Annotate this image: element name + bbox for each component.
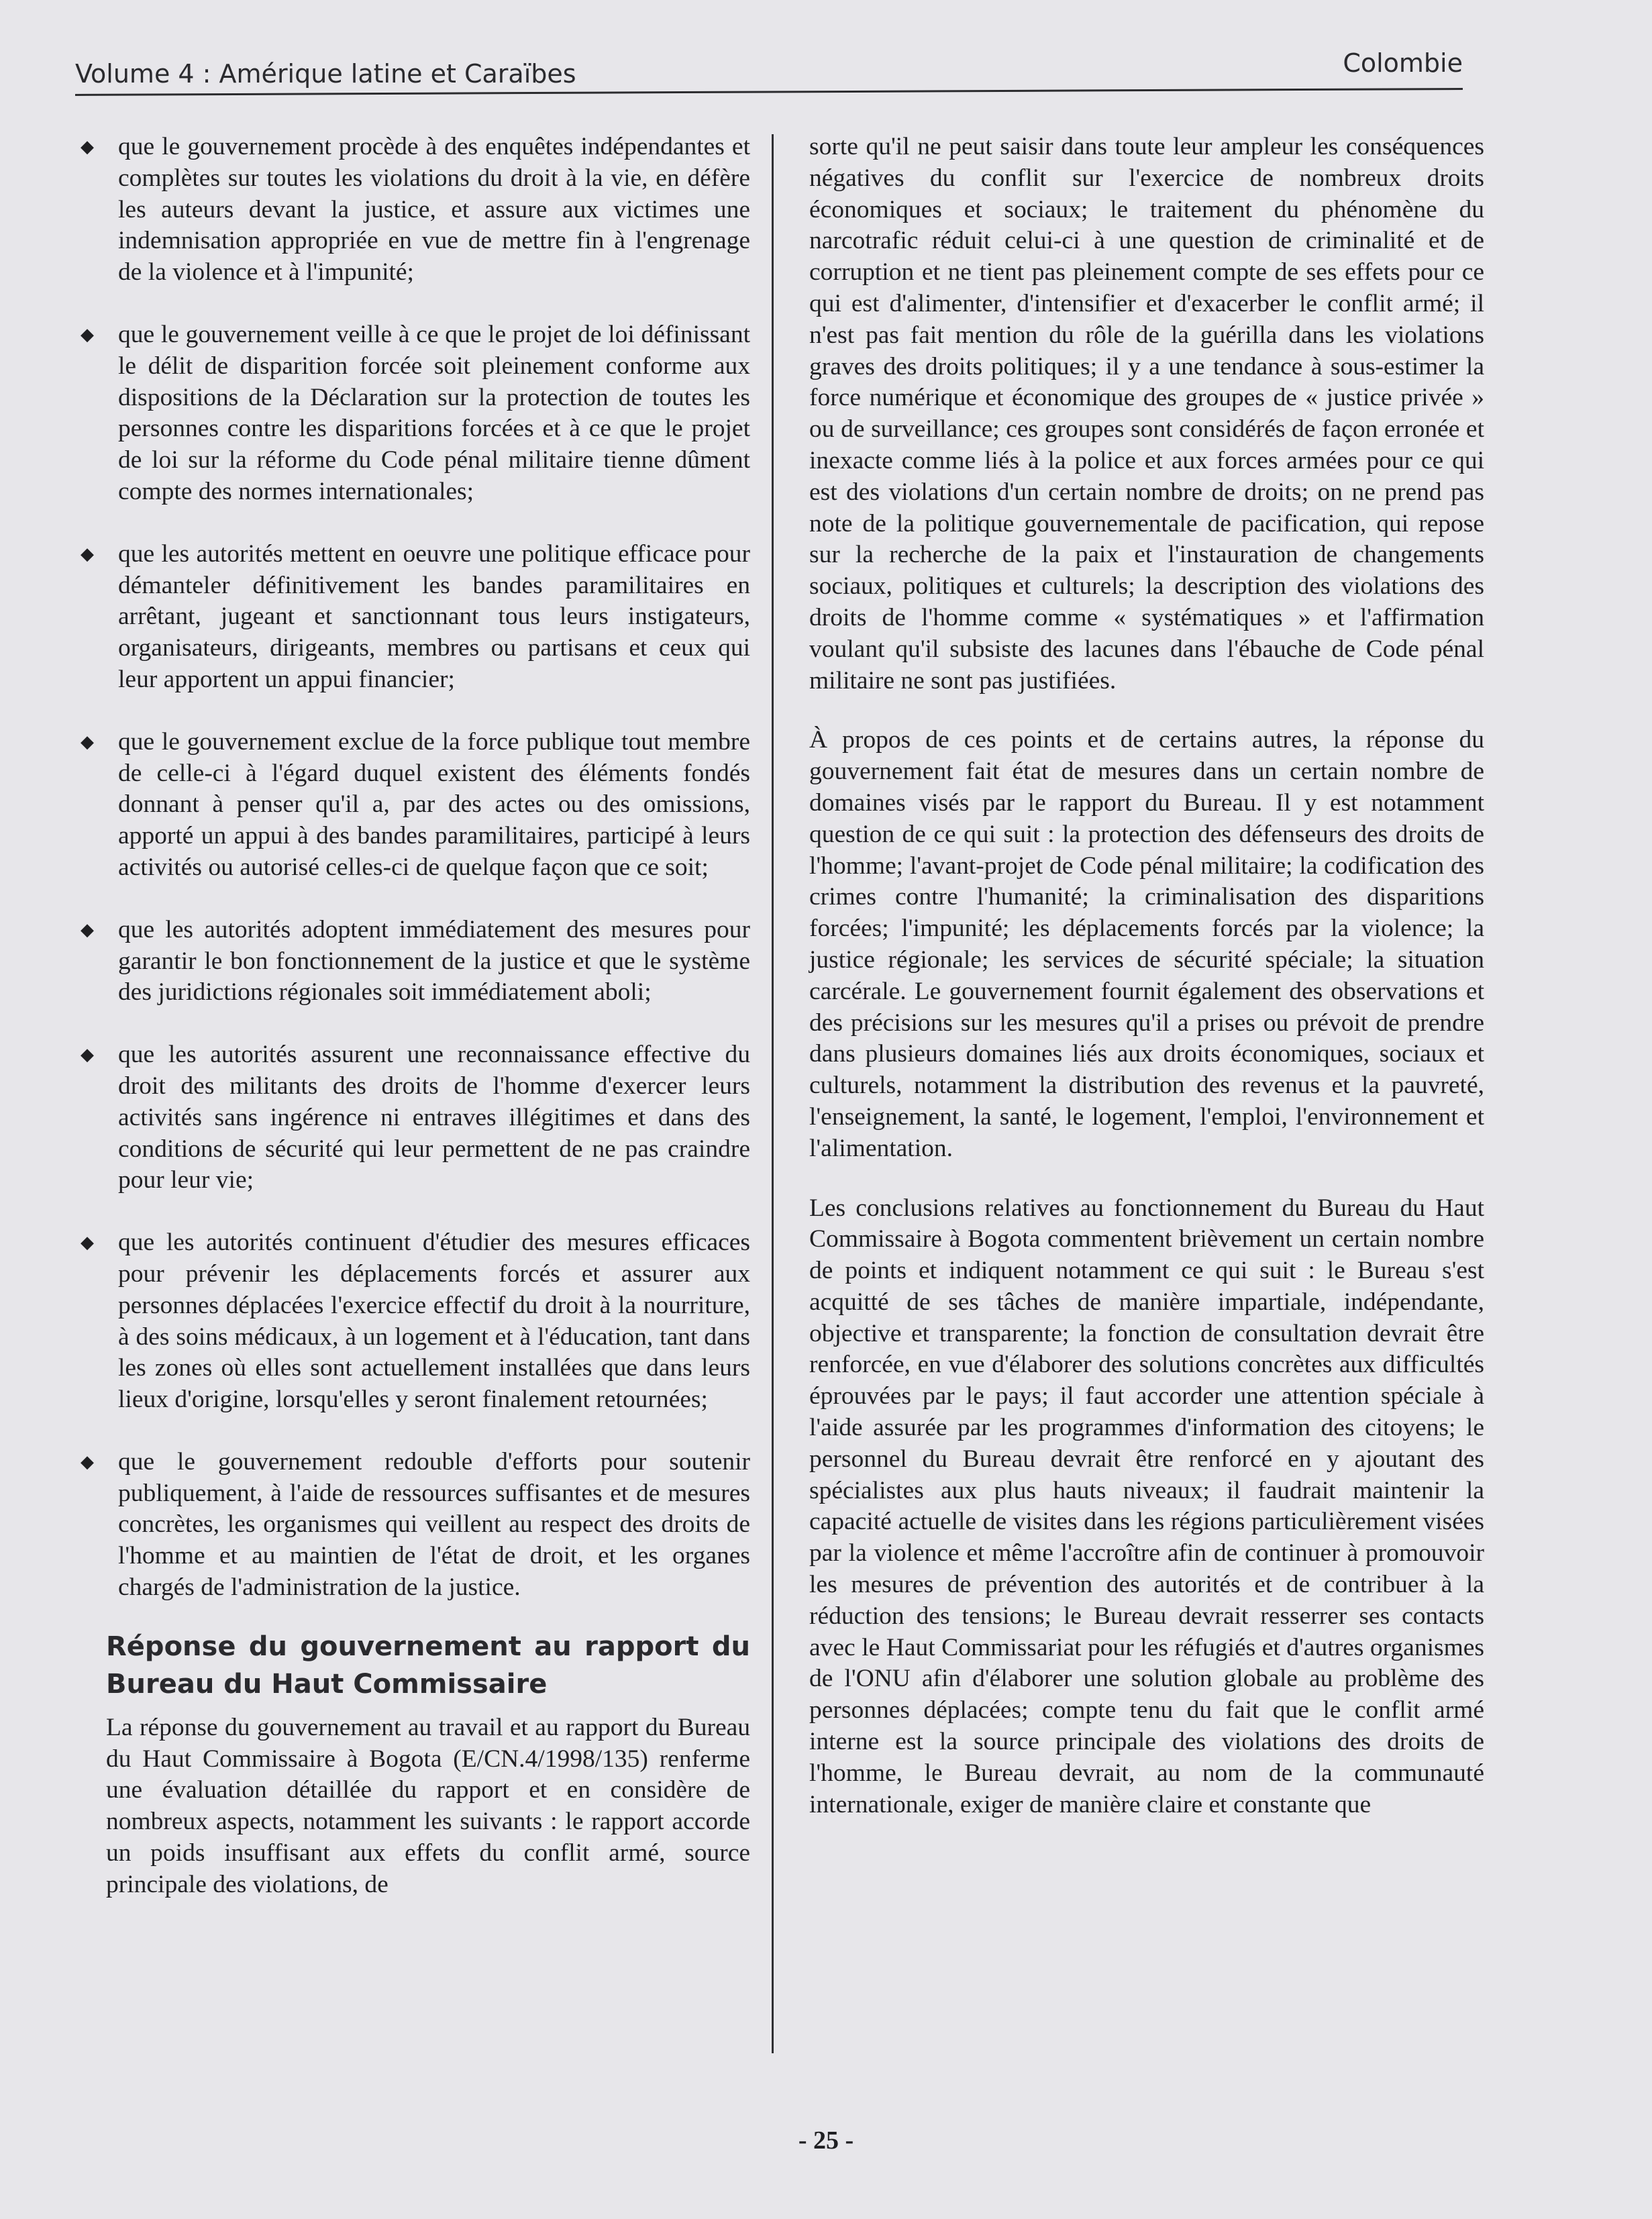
list-item <box>79 319 750 508</box>
list-item <box>79 1039 750 1196</box>
body-paragraph: sorte qu'il ne peut saisir dans toute leur ampleur les conséquences négatives du conflit sur l'exercice de nombreux droits économiques et sociaux; le traitement du phénomène du narcotrafic réduit celui-ci à une question de criminalité et de corruption et ne tient pas pleinement compte de ses effets pour ce qui est d'alimenter, d'intensifier et d'exacerber le conflit armé; il n'est pas fait mention du rôle de la guérilla dans les violations graves des droits politiques; il y a une tendance à sous-estimer la force numérique et économique des groupes de « justice privée » ou de surveillance; ces groupes sont considérés de façon erronée et inexacte comme liés à la police et aux forces armées pour ce qui est des violations d'un certain nombre de droits; on ne prend pas note de la politique gouvernementale de pacification, qui repose sur la recherche de la paix et l'instauration de changements sociaux, politiques et culturels; la description des violations des droits de l'homme comme « systématiques » et l'affirmation voulant qu'il subsiste des lacunes dans l'ébauche de Code pénal militaire ne sont pas justifiées. <box>809 133 1484 694</box>
running-header-volume: Volume 4 : Amérique latine et Caraïbes <box>75 59 576 89</box>
list-item-text: que les autorités assurent une reconnaissance effective du droit des militants des droits de l'homme d'exercer leurs activités sans ingérence ni entraves illégitimes et dans des conditions de sécurité qui leur permettent de ne pas craindre pour leur vie; <box>118 1041 750 1194</box>
diamond-bullet-icon: ◆ <box>81 324 94 344</box>
section-heading: Réponse du gouvernement au rapport du Bureau du Haut Commissaire <box>106 1631 750 1700</box>
diamond-bullet-icon: ◆ <box>81 137 94 156</box>
list-item-text: que les autorités continuent d'étudier des mesures efficaces pour prévenir les déplacements forcés et assurer aux personnes déplacées l'exercice effectif du droit à la nourriture, à des soins médicaux, à un logement et à l'éducation, tant dans les zones où elles sont actuellement installées que dans leurs lieux d'origine, lorsqu'elles y seront finalement retournées; <box>118 1229 750 1414</box>
page-number: - 25 - <box>798 2126 854 2155</box>
diamond-bullet-icon: ◆ <box>81 544 94 564</box>
list-item <box>79 539 750 696</box>
list-item-text: que les autorités adoptent immédiatement des mesures pour garantir le bon fonctionnement de la justice et que le système des juridictions régionales soit immédiatement aboli; <box>118 915 750 1007</box>
diamond-bullet-icon: ◆ <box>81 1451 94 1472</box>
diamond-bullet-icon: ◆ <box>81 731 94 752</box>
running-header-country: Colombie <box>1343 48 1463 78</box>
section-paragraph: La réponse du gouvernement au travail et au rapport du Bureau du Haut Commissaire à Bogota (E/CN.4/1998/135) renferme une évaluation détaillée du rapport et en considère de nombreux aspects, notamment les suivants : le rapport accorde un poids insuffisant aux effets du conflit armé, source principale des violations, de <box>106 1713 750 1898</box>
list-item-text: que les autorités mettent en oeuvre une politique efficace pour démanteler définitivement les bandes paramilitaires en arrêtant, jugeant et sanctionnant tous leurs instigateurs, organisateurs, dirigeants, membres ou partisans et ceux qui leur apportent un appui financier; <box>118 539 750 693</box>
list-item <box>79 1447 750 1604</box>
diamond-bullet-icon: ◆ <box>81 1045 94 1065</box>
list-item-text: que le gouvernement procède à des enquêtes indépendantes et complètes sur toutes les violations du droit à la vie, en défère les auteurs devant la justice, et assure aux victimes une indemnisation appropriée en vue de mettre fin à l'engrenage de la violence et à l'impunité; <box>118 133 750 287</box>
diamond-bullet-icon: ◆ <box>81 919 94 939</box>
body-paragraph: Les conclusions relatives au fonctionnement du Bureau du Haut Commissaire à Bogota commentent brièvement un certain nombre de points et indiquent notamment ce qui suit : le Bureau s'est acquitté de ses tâches de manière impartiale, indépendante, objective et transparente; la fonction de consultation devrait être renforcée, en vue d'élaborer des solutions concrètes aux difficultés éprouvées par le pays; il faut accorder une attention spéciale à l'aide assurée par les programmes d'information des citoyens; le personnel du Bureau devrait être renforcé en y ajoutant des spécialistes aux plus hauts niveaux; il faudrait maintenir la capacité actuelle de visites dans les régions particulièrement visées par la violence et même l'accroître afin de continuer à promouvoir les mesures de prévention des autorités et de contribuer à la réduction des tensions; le Bureau devrait resserrer ses contacts avec le Haut Commissariat pour les réfugiés et d'autres organismes de l'ONU afin d'élaborer une solution globale au problème des personnes déplacées; compte tenu du fait que le conflit armé interne est la source principale des violations des droits de l'homme, le Bureau devrait, au nom de la communauté internationale, exiger de manière claire et constante que <box>809 1194 1484 1818</box>
left-column <box>79 132 750 1929</box>
list-item <box>79 915 750 1009</box>
recommendation-list <box>79 132 750 1604</box>
list-item-text: que le gouvernement exclue de la force publique tout membre de celle-ci à l'égard duquel existent des éléments fondés donnant à penser qu'il a, par des actes ou des omissions, apporté un appui à des bandes paramilitaires, participé à leurs activités ou autorisé celles-ci de quelque façon que ce soit; <box>118 727 750 881</box>
list-item <box>79 132 750 289</box>
column-divider <box>772 134 774 2053</box>
right-column <box>809 132 1484 1849</box>
list-item <box>79 727 750 884</box>
header-rule <box>75 88 1463 96</box>
list-item <box>79 1227 750 1416</box>
list-item-text: que le gouvernement redouble d'efforts pour soutenir publiquement, à l'aide de ressources suffisantes et de mesures concrètes, les organismes qui veillent au respect des droits de l'homme et au maintien de l'état de droit, et les organes chargés de l'administration de la justice. <box>118 1447 750 1602</box>
list-item-text: que le gouvernement veille à ce que le projet de loi définissant le délit de disparition forcée soit pleinement conforme aux dispositions de la Déclaration sur la protection de toutes les personnes contre les disparitions forcées et à ce que le projet de loi sur la réforme du Code pénal militaire tienne dûment compte des normes internationales; <box>118 320 750 505</box>
body-paragraph: À propos de ces points et de certains autres, la réponse du gouvernement fait état de mesures dans un certain nombre de domaines visés par le rapport du Bureau. Il y est notamment question de ce qui suit : la protection des défenseurs des droits de l'homme; l'avant-projet de Code pénal militaire; la codification des crimes contre l'humanité; la criminalisation des disparitions forcées; l'impunité; les déplacements forcés par la violence; la justice régionale; les services de sécurité spéciale; la situation carcérale. Le gouvernement fournit également des observations et des précisions sur les mesures qu'il a prises ou prévoit de prendre dans plusieurs domaines liés aux droits économiques, sociaux et culturels, notamment la distribution des revenus et la pauvreté, l'enseignement, la santé, le logement, l'emploi, l'environnement et l'alimentation. <box>809 726 1484 1162</box>
diamond-bullet-icon: ◆ <box>81 1233 94 1253</box>
